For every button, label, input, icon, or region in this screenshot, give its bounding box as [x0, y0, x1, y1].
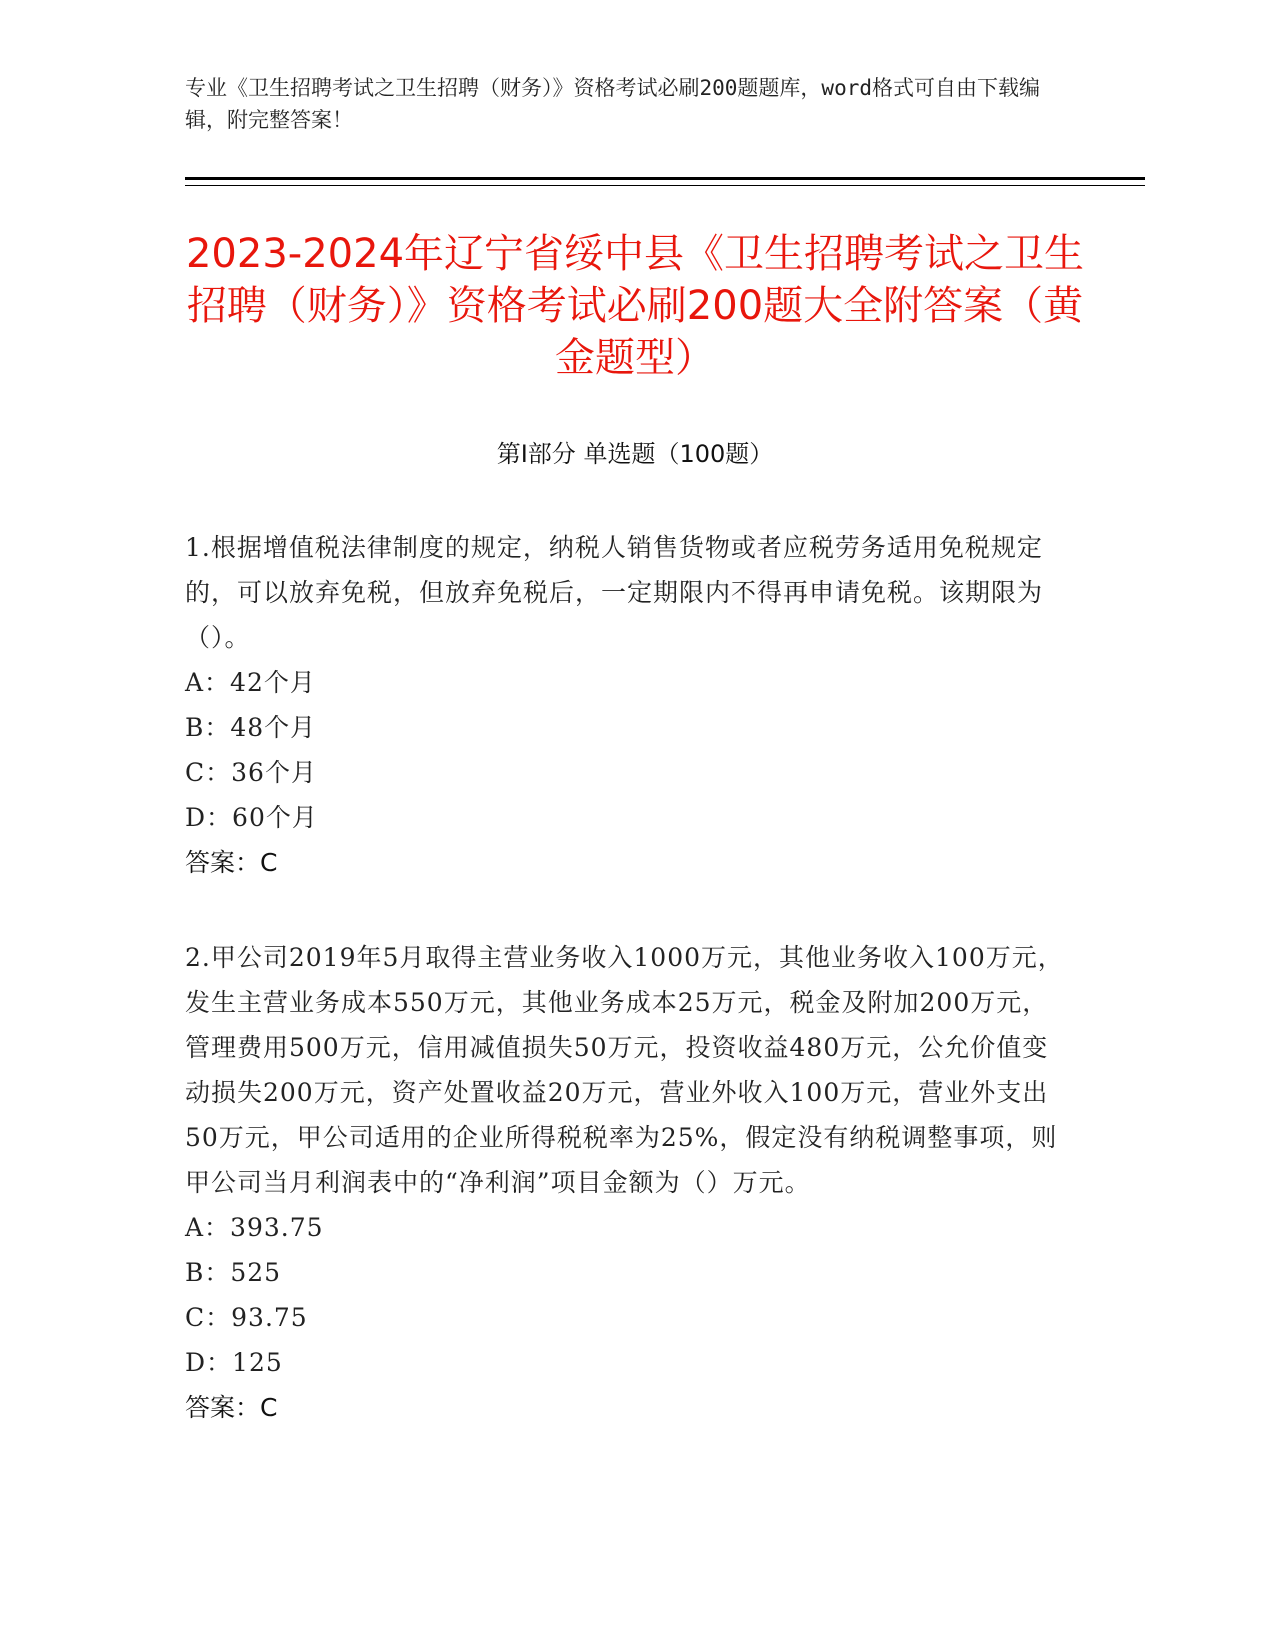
question-1: [185, 525, 1065, 885]
question-1-option-a: A：42个月: [185, 668, 316, 697]
question-2-option-d: D：125: [185, 1348, 283, 1377]
question-1-option-b: B：48个月: [185, 713, 317, 742]
question-2-stem: 2.甲公司2019年5月取得主营业务收入1000万元，其他业务收入100万元，发生主营业务成本550万元，其他业务成本25万元，税金及附加200万元，管理费用500万元，信用减值损失50万元，投资收益480万元，公允价值变动损失200万元，资产处置收益20万元，营业外收入100万元，营业外支出50万元，甲公司适用的企业所得税税率为25%，假定没有纳税调整事项，则甲公司当月利润表中的“净利润”项目金额为（）万元。: [185, 943, 1064, 1197]
document-title: 2023-2024年辽宁省绥中县《卫生招聘考试之卫生招聘（财务）》资格考试必刷200题大全附答案（黄金题型）: [185, 231, 1085, 381]
question-2-option-c: C：93.75: [185, 1303, 308, 1332]
question-1-answer: 答案：C: [185, 848, 278, 877]
question-2-answer: 答案：C: [185, 1393, 278, 1422]
section-heading: 第Ⅰ部分 单选题（100题）: [496, 440, 774, 468]
question-1-option-c: C：36个月: [185, 758, 317, 787]
question-2: [185, 935, 1065, 1430]
question-2-option-b: B：525: [185, 1258, 282, 1287]
question-2-option-a: A：393.75: [185, 1213, 324, 1242]
question-1-stem: 1.根据增值税法律制度的规定，纳税人销售货物或者应税劳务适用免税规定的，可以放弃免税，但放弃免税后，一定期限内不得再申请免税。该期限为（）。: [185, 533, 1044, 652]
header-note: 专业《卫生招聘考试之卫生招聘（财务）》资格考试必刷200题题库，word格式可自由下载编辑，附完整答案！: [185, 76, 1040, 132]
header-divider-thick: [185, 177, 1145, 180]
question-1-option-d: D：60个月: [185, 803, 318, 832]
header-divider-thin: [185, 185, 1145, 186]
